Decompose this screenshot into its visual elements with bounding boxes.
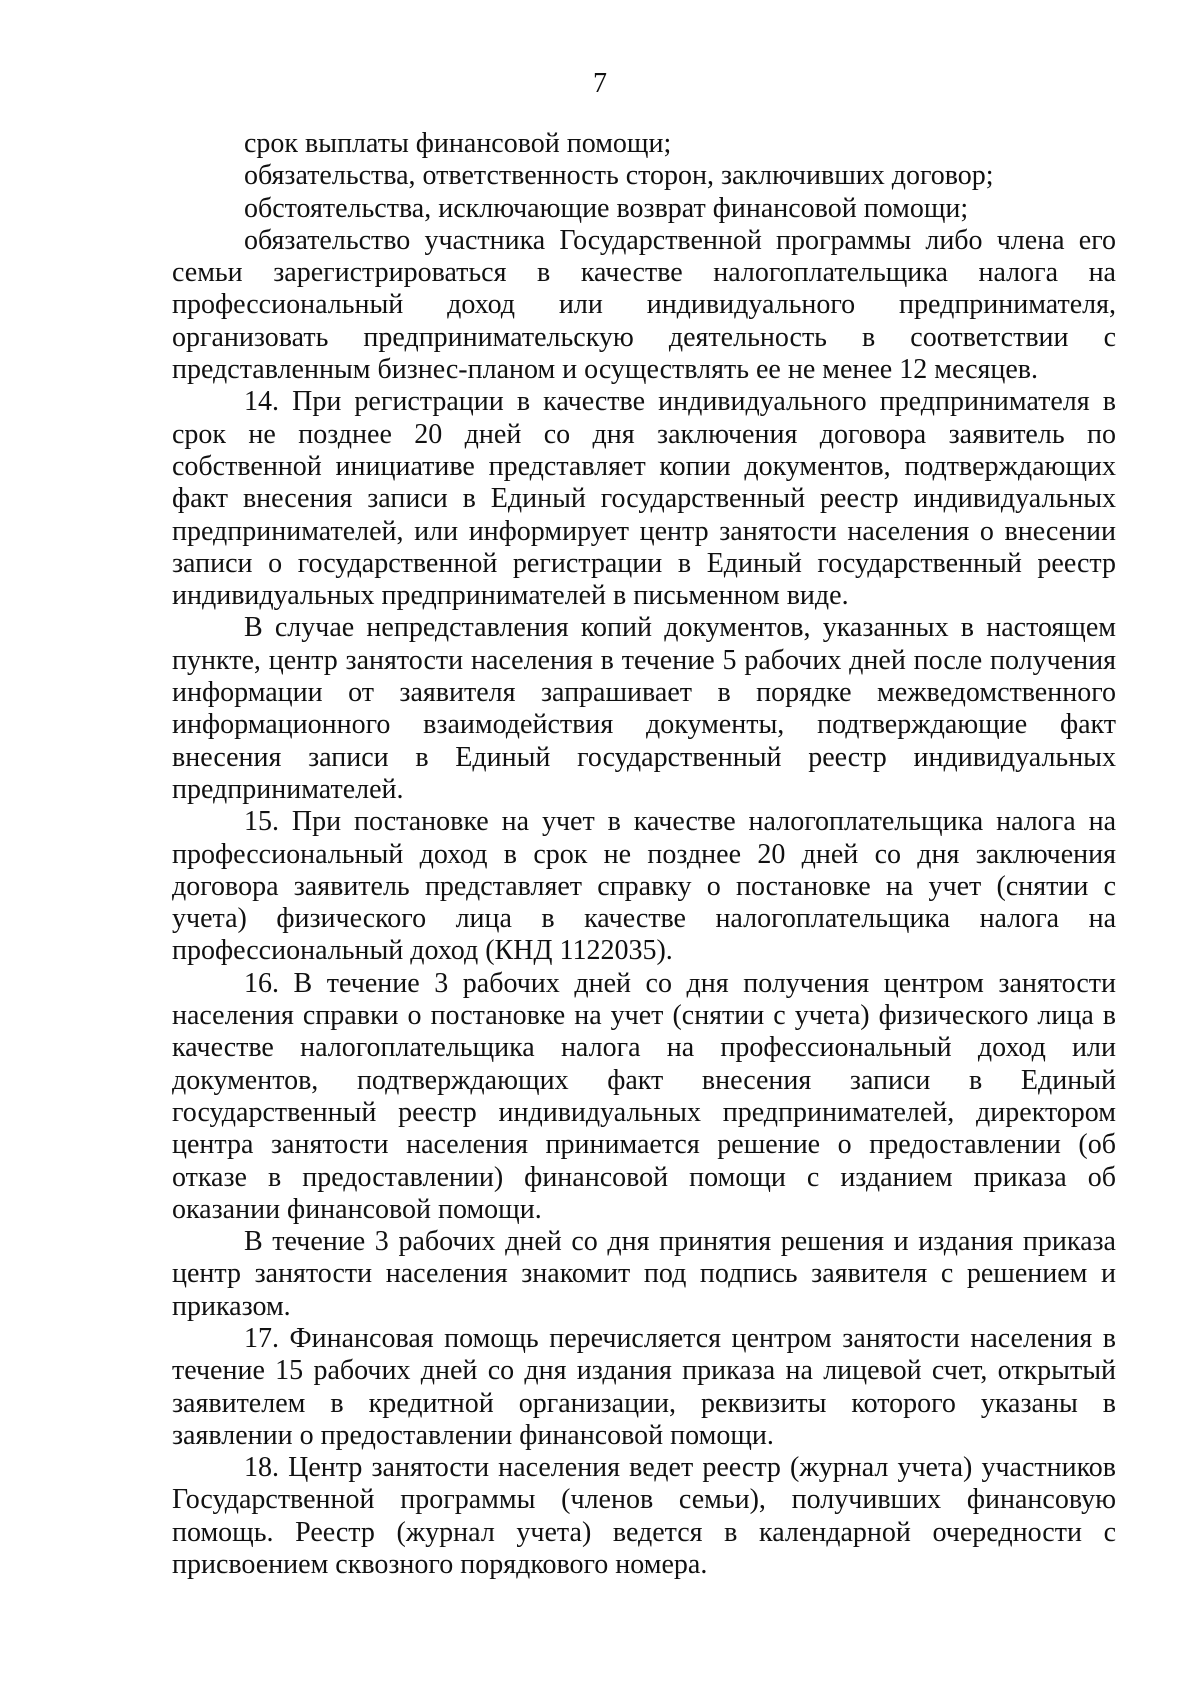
paragraph-item-16-continued: В течение 3 рабочих дней со дня принятия решения и издания приказа центр занятости населения знакомит под подпись заявителя с решением и приказом. bbox=[172, 1226, 1116, 1322]
paragraph-item-14-continued: В случае непредставления копий документов, указанных в настоящем пункте, центр занятости населения в течение 5 рабочих дней после получения информации от заявителя запрашивает в порядке межведомственного информационного взаимодействия документы, подтверждающие факт внесения записи в Единый государственный реестр индивидуальных предпринимателей. bbox=[172, 612, 1116, 805]
paragraph-payment-term: срок выплаты финансовой помощи; bbox=[244, 128, 672, 159]
paragraph-item-18: 18. Центр занятости населения ведет реестр (журнал учета) участников Государственной программы (членов семьи), получивших финансовую помощь. Реестр (журнал учета) ведется в календарной очередности с присвоением сквозного порядкового номера. bbox=[172, 1452, 1116, 1581]
paragraph-circumstances: обстоятельства, исключающие возврат финансовой помощи; bbox=[244, 192, 969, 224]
paragraph-item-15: 15. При постановке на учет в качестве налогоплательщика налога на профессиональный доход в срок не позднее 20 дней со дня заключения договора заявитель представляет справку о постановке на учет (снятии с учета) физического лица в качестве налогоплательщика налога на профессиональный доход (КНД 1122035). bbox=[172, 806, 1116, 967]
paragraph-item-17: 17. Финансовая помощь перечисляется центром занятости населения в течение 15 рабочих дней со дня издания приказа на лицевой счет, открытый заявителем в кредитной организации, реквизиты которого указаны в заявлении о предоставлении финансовой помощи. bbox=[172, 1322, 1116, 1451]
paragraph-item-16: 16. В течение 3 рабочих дней со дня получения центром занятости населения справки о постановке на учет (снятии с учета) физического лица в качестве налогоплательщика налога на профессиональный доход или документов, подтверждающих факт внесения записи в Единый государственный реестр индивидуальных предпринимателей, директором центра занятости населения принимается решение о предоставлении (об отказе в предоставлении) финансовой помощи с изданием приказа об оказании финансовой помощи. bbox=[172, 967, 1116, 1225]
page-number: 7 bbox=[593, 68, 607, 99]
paragraph-participant-obligation: обязательство участника Государственной программы либо члена его семьи зарегистрироваться в качестве налогоплательщика налога на профессиональный доход или индивидуального предпринимателя, организовать предпринимательскую деятельность в соответствии с представленным бизнес-планом и осуществлять ее не менее 12 месяцев. bbox=[172, 224, 1116, 386]
document-body bbox=[172, 128, 1116, 1581]
paragraph-obligations: обязательства, ответственность сторон, заключивших договор; bbox=[244, 160, 994, 192]
paragraph-item-14: 14. При регистрации в качестве индивидуального предпринимателя в срок не позднее 20 дней со дня заключения договора заявитель по собственной инициативе представляет копии документов, подтверждающих факт внесения записи в Единый государственный реестр индивидуальных предпринимателей, или информирует центр занятости населения о внесении записи о государственной регистрации в Единый государственный реестр индивидуальных предпринимателей в письменном виде. bbox=[172, 386, 1116, 612]
